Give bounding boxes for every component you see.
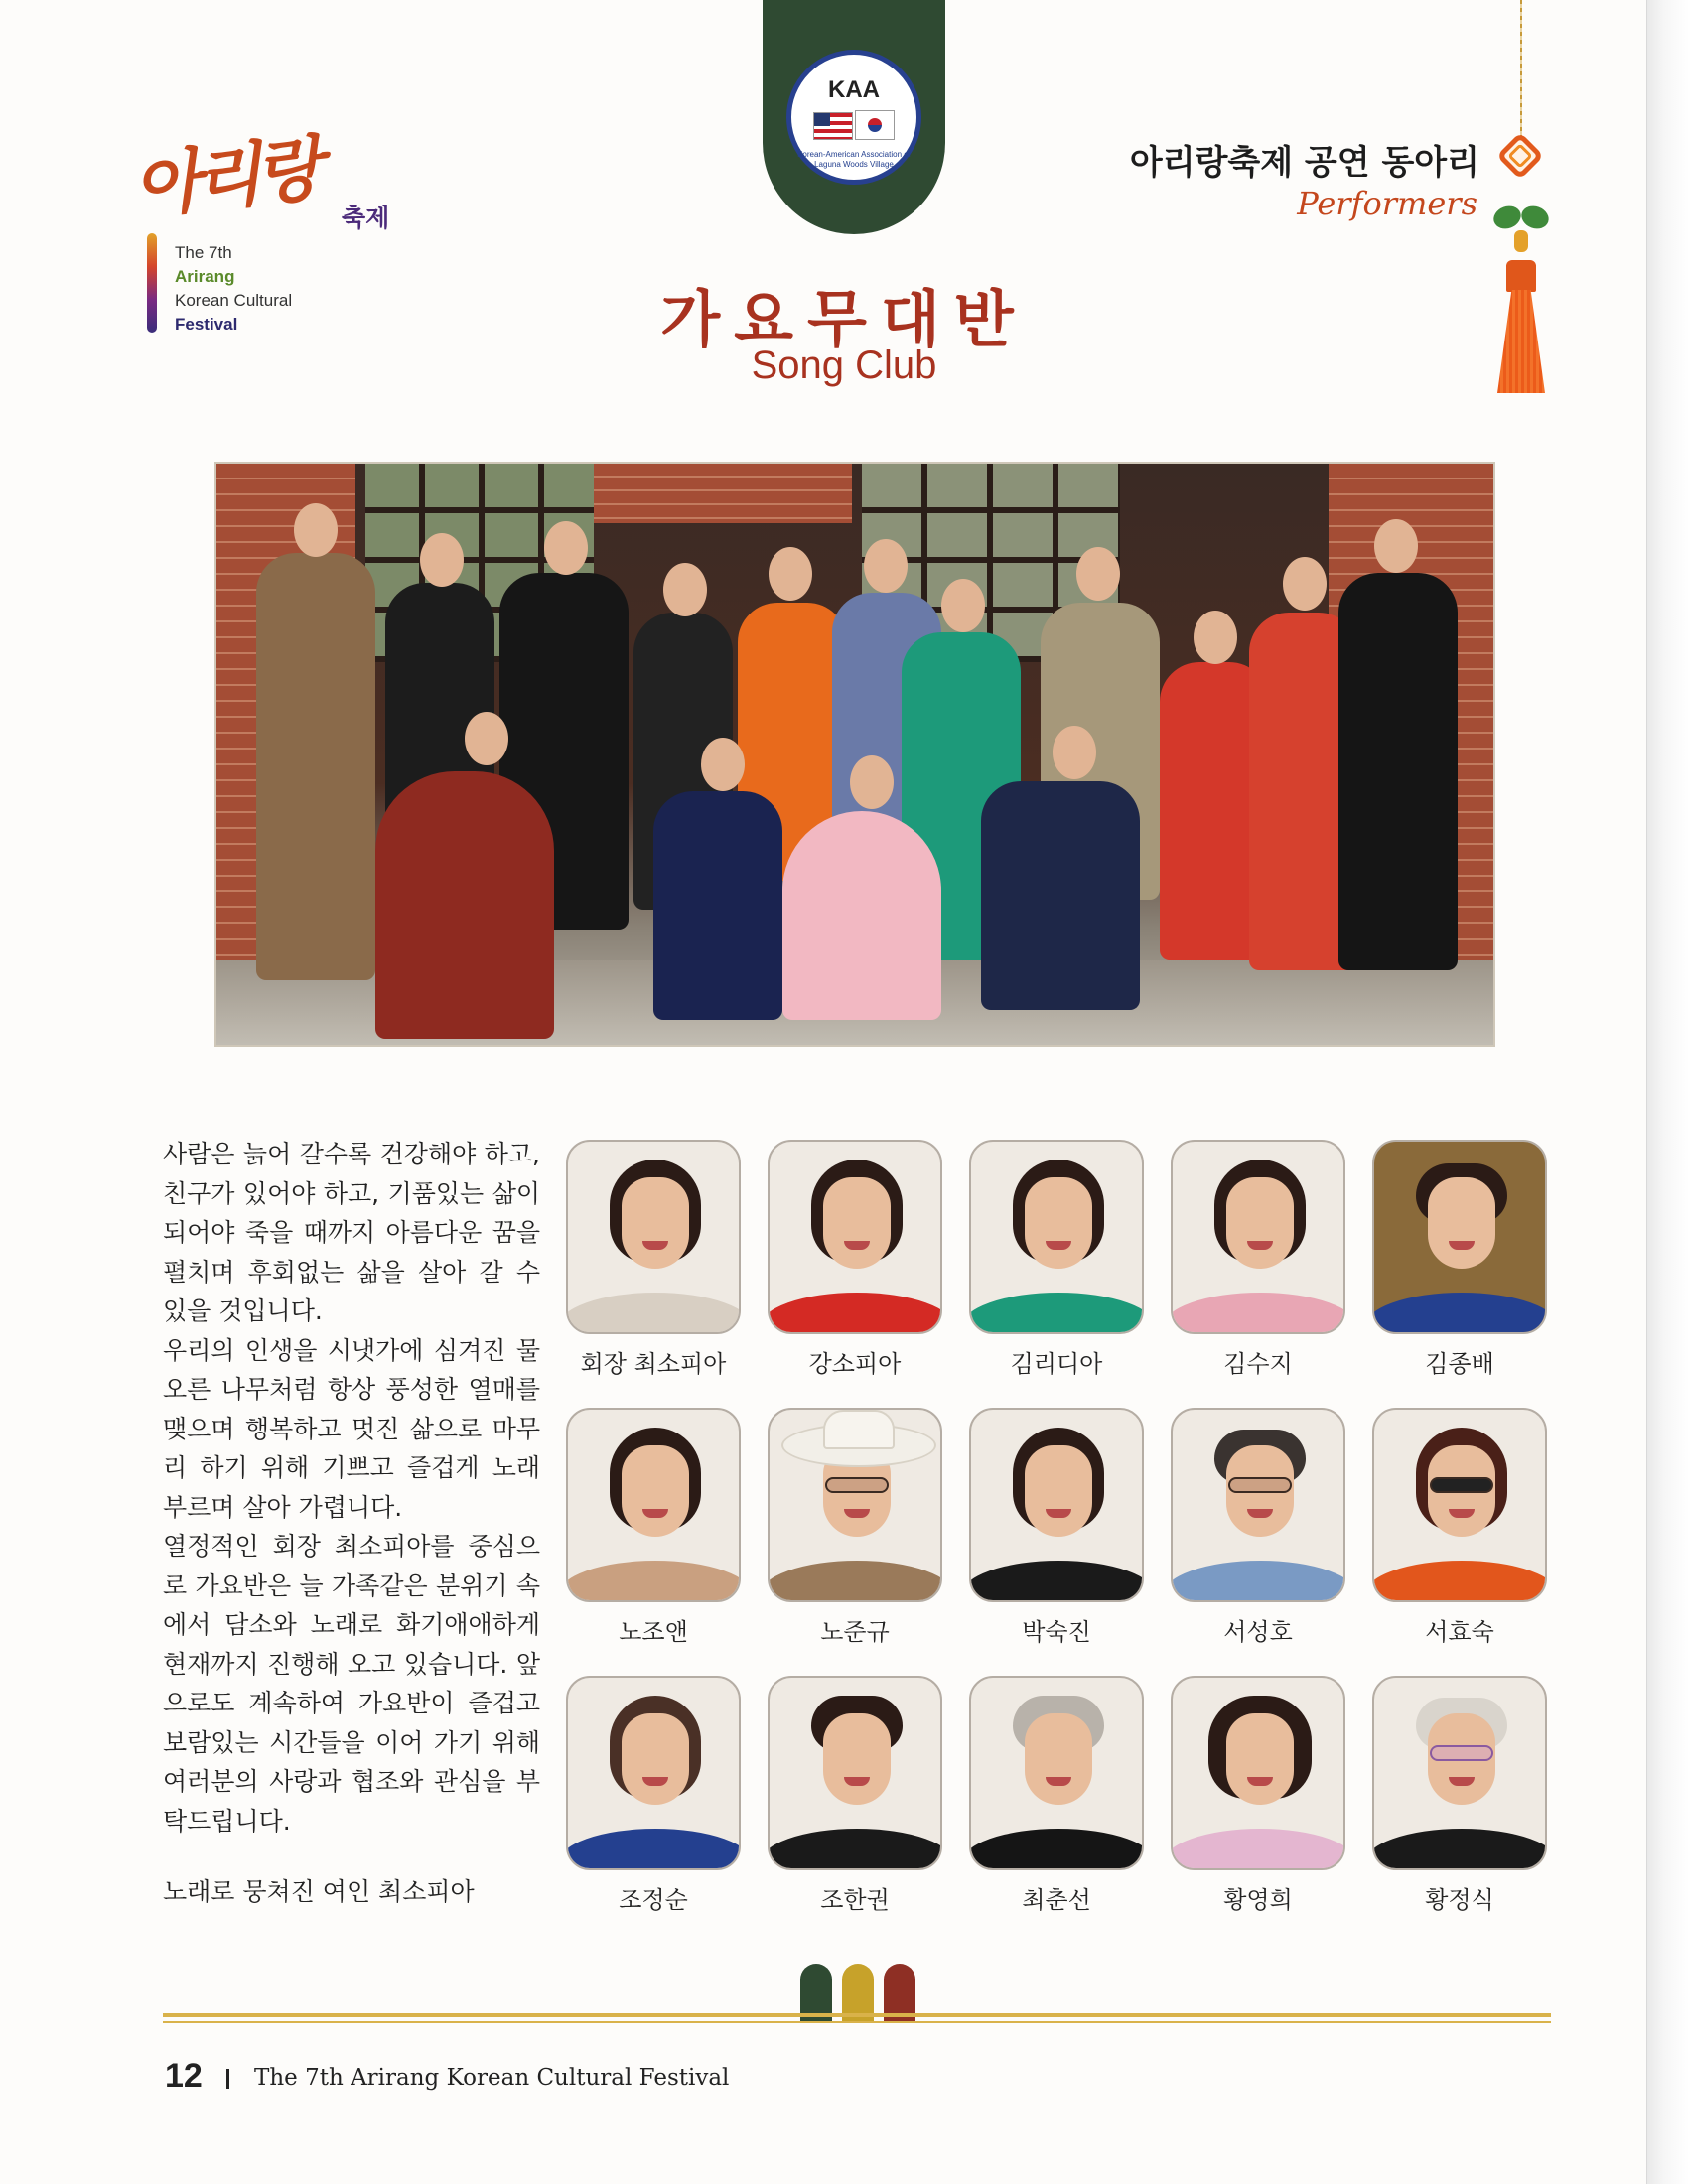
portrait-face [823,1177,891,1269]
member-name: 김수지 [1223,1350,1293,1378]
footer-separator [226,2069,229,2089]
portrait-face [1226,1177,1294,1269]
member-name: 노조앤 [619,1618,688,1646]
portrait-sunglasses [1430,1477,1493,1493]
member-card [766,1140,944,1388]
portrait-glasses [1228,1477,1292,1493]
member-grid [564,1140,1553,1924]
tassel-bead [1514,230,1528,252]
photo-person-head [420,533,464,587]
photo-brick-wall [594,464,852,523]
page-title-english: Song Club [751,343,937,387]
photo-person [653,791,782,1020]
intro-signature: 노래로 뭉쳐진 여인 최소피아 [163,1877,475,1906]
portrait-clothing [1372,1293,1547,1334]
photo-person-head [864,539,908,593]
portrait-face [1226,1713,1294,1805]
member-name: 황정식 [1425,1886,1494,1914]
portrait-face [1025,1445,1092,1537]
footer-rule [163,2021,1551,2023]
member-card [564,1140,743,1388]
member-card [766,1676,944,1924]
intro-paragraph-3: 열정적인 회장 최소피아를 중심으로 가요반은 늘 가족같은 분위기 속에서 담소와 노래로 화기애애하게 현재까지 진행해 오고 있습니다. 앞으로도 계속하여 가요반이 즐겁고 보람있는 시간들을 이어 가기 위해 여러분의 사랑과 협조와 관심을 부탁드립니다. [163,1532,540,1836]
member-name: 조한권 [820,1886,890,1914]
portrait-hat-crown [823,1410,895,1449]
photo-person-head [941,579,985,632]
member-portrait [768,1140,942,1334]
tassel-leaf [1518,203,1552,232]
photo-person-head [294,503,338,557]
portrait-glasses [1430,1745,1493,1761]
member-name: 노준규 [820,1618,890,1646]
member-portrait [969,1140,1144,1334]
portrait-clothing [1372,1561,1547,1602]
photo-person [256,553,375,980]
portrait-face [1025,1713,1092,1805]
member-portrait [566,1676,741,1870]
logo-line-1: The 7th [175,243,232,262]
portrait-clothing [1372,1829,1547,1870]
member-card [967,1408,1146,1656]
member-name: 최춘선 [1022,1886,1091,1914]
portrait-clothing [566,1561,741,1602]
member-card [1370,1676,1549,1924]
member-card [1169,1408,1347,1656]
member-card [1169,1676,1347,1924]
footer-title: The 7th Arirang Korean Cultural Festival [254,2065,730,2091]
member-card [766,1408,944,1656]
portrait-clothing [1171,1829,1345,1870]
member-name: 조정순 [619,1886,688,1914]
portrait-clothing [768,1561,942,1602]
member-portrait [969,1408,1144,1602]
member-name: 박숙진 [1022,1618,1091,1646]
photo-person-head [701,738,745,791]
tassel-leaf [1490,203,1524,232]
member-card [967,1140,1146,1388]
logo-line-3: Korean Cultural [175,291,293,310]
member-name: 김리디아 [1010,1350,1103,1378]
portrait-face [622,1713,689,1805]
photo-person-head [1053,726,1096,779]
portrait-clothing [1171,1293,1345,1334]
member-card [564,1408,743,1656]
kaa-emblem [763,0,945,238]
member-portrait [566,1408,741,1602]
group-photo [214,462,1495,1047]
emblem-ring-text: Korean-American Association of Laguna Woods Village [797,150,911,169]
intro-text [163,1135,540,1912]
portrait-clothing [768,1829,942,1870]
tassel-string [1520,0,1522,139]
photo-person-head [663,563,707,616]
member-card [967,1676,1146,1924]
page-title-korean: 가요무대반 [660,283,1028,355]
photo-person-head [1194,611,1237,664]
portrait-face [823,1713,891,1805]
member-portrait [1171,1408,1345,1602]
portrait-clothing [969,1293,1144,1334]
photo-person-head [1374,519,1418,573]
member-name: 회장 최소피아 [580,1350,727,1378]
footer-rule [163,2013,1551,2017]
logo-arirang: 아리랑 [129,126,321,228]
portrait-clothing [969,1829,1144,1870]
portrait-clothing [768,1293,942,1334]
photo-person-head [850,755,894,809]
photo-person [782,811,941,1020]
intro-paragraph-1: 사람은 늙어 갈수록 건강해야 하고, 친구가 있어야 하고, 기품있는 삶이 되어야 죽을 때까지 아름다운 꿈을 펼치며 후회없는 삶을 살아 갈 수 있을 것입니다. [163,1140,540,1325]
portrait-clothing [566,1829,741,1870]
section-title-english: Performers [1297,185,1477,222]
logo-chukje: 축제 [342,205,390,232]
member-name: 강소피아 [808,1350,902,1378]
portrait-face [1025,1177,1092,1269]
member-card [1169,1140,1347,1388]
photo-person [375,771,554,1039]
member-card [564,1676,743,1924]
member-portrait [768,1408,942,1602]
portrait-face [622,1445,689,1537]
member-name: 서성호 [1223,1618,1293,1646]
member-card [1370,1140,1549,1388]
emblem-abbr: KAA [828,76,880,103]
logo-line-2: Arirang [175,267,235,286]
member-portrait [969,1676,1144,1870]
emblem-seal [786,50,921,185]
member-name: 김종배 [1425,1350,1494,1378]
photo-person [981,781,1140,1010]
portrait-glasses [825,1477,889,1493]
photo-person [1338,573,1458,970]
photo-person-head [544,521,588,575]
logo-line-4: Festival [175,315,238,334]
portrait-clothing [566,1293,741,1334]
intro-paragraph-2: 우리의 인생을 시냇가에 심겨진 물오른 나무처럼 항상 풍성한 열매를 맺으며 행복하고 멋진 삶으로 마무리 하기 위해 기쁘고 즐겁게 노래 부르며 살아 가렵니다. [163,1335,540,1522]
member-portrait [1372,1408,1547,1602]
photo-person-head [1283,557,1327,611]
member-portrait [768,1676,942,1870]
member-portrait [1171,1140,1345,1334]
page-number: 12 [165,2057,203,2095]
korea-flag-icon [855,110,895,140]
member-name: 황영희 [1223,1886,1293,1914]
portrait-face [1428,1177,1495,1269]
member-portrait [1171,1676,1345,1870]
us-flag-icon [813,112,853,140]
photo-person-head [465,712,508,765]
section-title-korean: 아리랑축제 공연 동아리 [1129,143,1479,183]
photo-person-head [769,547,812,601]
member-card [1370,1408,1549,1656]
member-name: 서효숙 [1425,1618,1494,1646]
member-portrait [1372,1140,1547,1334]
photo-person-head [1076,547,1120,601]
portrait-clothing [1171,1561,1345,1602]
portrait-clothing [969,1561,1144,1602]
member-portrait [566,1140,741,1334]
portrait-face [622,1177,689,1269]
member-portrait [1372,1676,1547,1870]
